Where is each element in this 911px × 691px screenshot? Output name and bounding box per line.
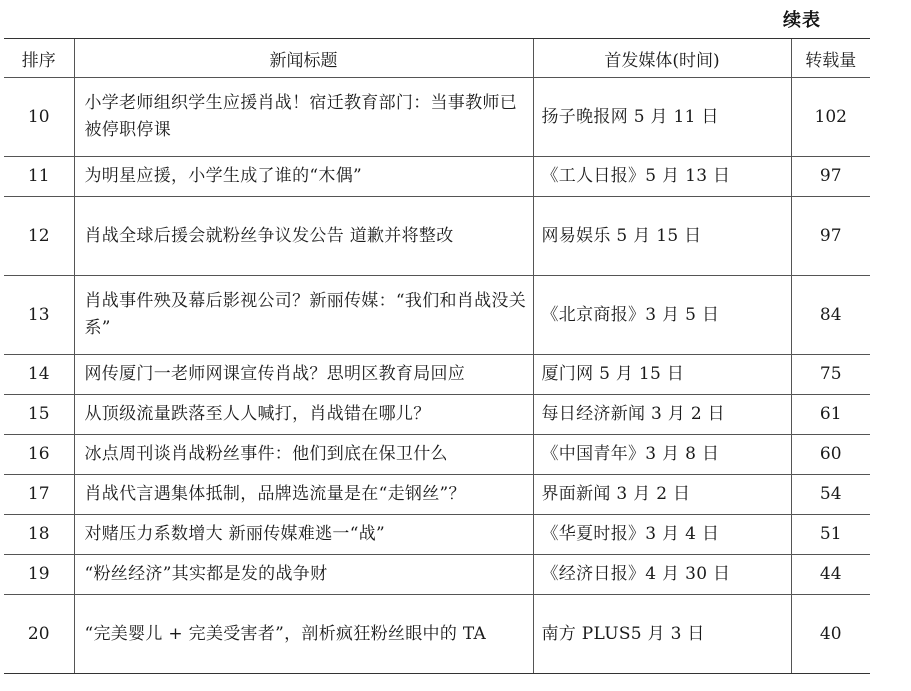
- cell-rank: 20: [4, 595, 74, 674]
- cell-count: 102: [791, 78, 870, 157]
- cell-count: 60: [791, 435, 870, 475]
- cell-rank: 17: [4, 475, 74, 515]
- cell-media: 扬子晚报网 5 月 11 日: [533, 78, 791, 157]
- cell-title: 肖战全球后援会就粉丝争议发公告 道歉并将整改: [74, 197, 533, 276]
- table-row: [4, 475, 870, 515]
- table-row: [4, 276, 870, 355]
- cell-media: 《中国青年》3 月 8 日: [533, 435, 791, 475]
- cell-title: 对赌压力系数增大 新丽传媒难逃一“战”: [74, 515, 533, 555]
- table-row: [4, 395, 870, 435]
- cell-count: 84: [791, 276, 870, 355]
- cell-rank: 13: [4, 276, 74, 355]
- cell-media: 网易娱乐 5 月 15 日: [533, 197, 791, 276]
- header-count: 转载量: [791, 39, 870, 78]
- cell-title: “粉丝经济”其实都是发的战争财: [74, 555, 533, 595]
- cell-count: 40: [791, 595, 870, 674]
- cell-media: 《工人日报》5 月 13 日: [533, 157, 791, 197]
- cell-media: 南方 PLUS5 月 3 日: [533, 595, 791, 674]
- table-row: [4, 515, 870, 555]
- cell-count: 61: [791, 395, 870, 435]
- cell-rank: 10: [4, 78, 74, 157]
- cell-count: 51: [791, 515, 870, 555]
- news-ranking-table: [4, 38, 870, 674]
- cell-rank: 11: [4, 157, 74, 197]
- cell-rank: 18: [4, 515, 74, 555]
- table-row: [4, 197, 870, 276]
- cell-count: 75: [791, 355, 870, 395]
- cell-rank: 19: [4, 555, 74, 595]
- header-title: 新闻标题: [74, 39, 533, 78]
- cell-title: 肖战代言遇集体抵制，品牌选流量是在“走钢丝”？: [74, 475, 533, 515]
- cell-title: 网传厦门一老师网课宣传肖战？思明区教育局回应: [74, 355, 533, 395]
- header-media: 首发媒体(时间): [533, 39, 791, 78]
- cell-count: 44: [791, 555, 870, 595]
- cell-count: 54: [791, 475, 870, 515]
- cell-title: 冰点周刊谈肖战粉丝事件：他们到底在保卫什么: [74, 435, 533, 475]
- table-row: [4, 435, 870, 475]
- cell-title: 肖战事件殃及幕后影视公司？新丽传媒：“我们和肖战没关系”: [74, 276, 533, 355]
- cell-title: 小学老师组织学生应援肖战！宿迁教育部门：当事教师已被停职停课: [74, 78, 533, 157]
- cell-media: 每日经济新闻 3 月 2 日: [533, 395, 791, 435]
- table-row: [4, 555, 870, 595]
- cell-rank: 12: [4, 197, 74, 276]
- table-row: [4, 595, 870, 674]
- table-row: [4, 355, 870, 395]
- cell-rank: 15: [4, 395, 74, 435]
- cell-title: “完美婴儿 + 完美受害者”，剖析疯狂粉丝眼中的 TA: [74, 595, 533, 674]
- cell-media: 界面新闻 3 月 2 日: [533, 475, 791, 515]
- cell-count: 97: [791, 157, 870, 197]
- cell-rank: 16: [4, 435, 74, 475]
- header-rank: 排序: [4, 39, 74, 78]
- table-header-row: [4, 39, 870, 78]
- cell-media: 《华夏时报》3 月 4 日: [533, 515, 791, 555]
- cell-media: 《北京商报》3 月 5 日: [533, 276, 791, 355]
- cell-title: 为明星应援，小学生成了谁的“木偶”: [74, 157, 533, 197]
- cell-media: 《经济日报》4 月 30 日: [533, 555, 791, 595]
- table-row: [4, 78, 870, 157]
- cell-title: 从顶级流量跌落至人人喊打，肖战错在哪儿？: [74, 395, 533, 435]
- cell-count: 97: [791, 197, 870, 276]
- table-caption: 续表: [783, 10, 821, 31]
- cell-rank: 14: [4, 355, 74, 395]
- cell-media: 厦门网 5 月 15 日: [533, 355, 791, 395]
- table-row: [4, 157, 870, 197]
